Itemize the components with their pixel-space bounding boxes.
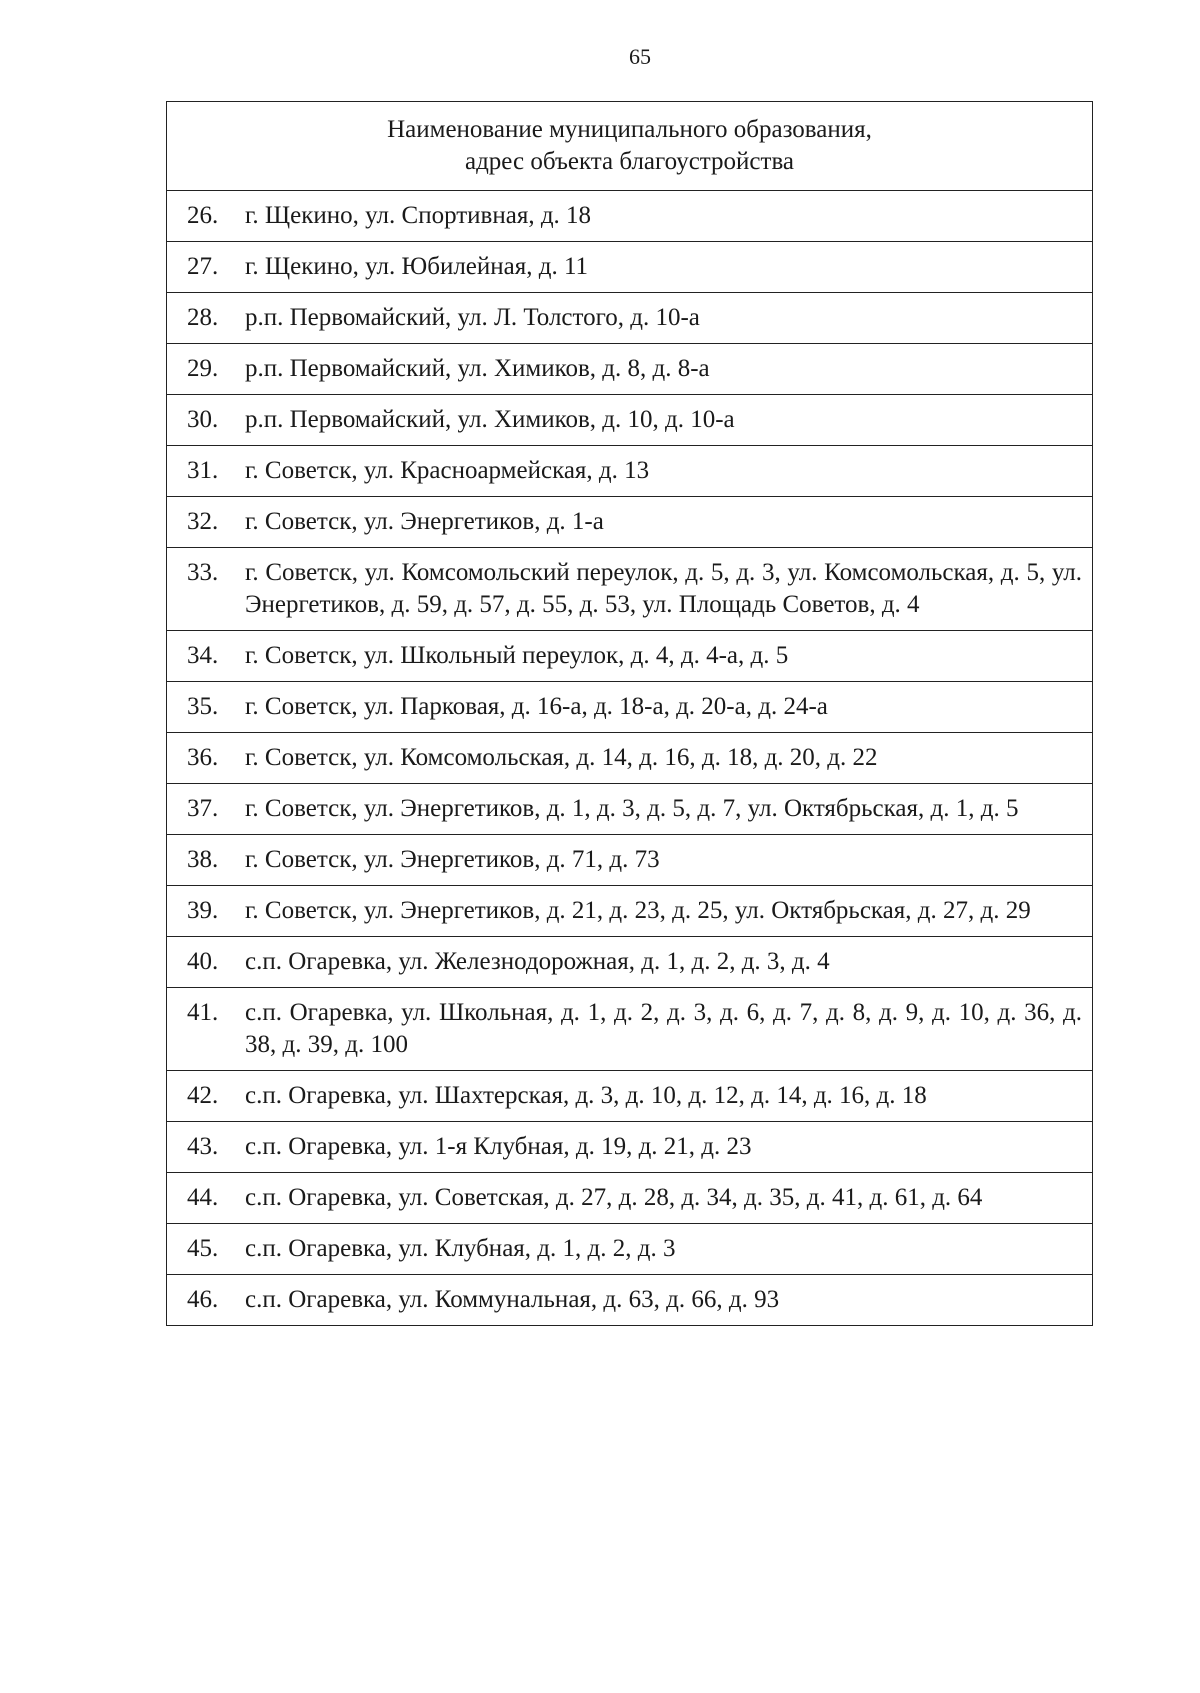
row-number: 46. xyxy=(187,1286,219,1313)
row-address: р.п. Первомайский, ул. Л. Толстого, д. 10-а xyxy=(245,304,700,331)
table-row-cell xyxy=(167,1122,1093,1173)
row-address: г. Советск, ул. Комсомольский переулок, д. 5, д. 3, ул. Комсомольская, д. 5, ул. Энергетиков, д. 59, д. 57, д. 55, д. 53, ул. Площадь Советов, д. 4 xyxy=(245,559,1082,618)
row-address: с.п. Огаревка, ул. 1-я Клубная, д. 19, д. 21, д. 23 xyxy=(245,1133,752,1160)
row-number: 42. xyxy=(187,1082,219,1109)
row-address: с.п. Огаревка, ул. Клубная, д. 1, д. 2, д. 3 xyxy=(245,1235,676,1262)
table-row xyxy=(167,835,1093,886)
row-address: р.п. Первомайский, ул. Химиков, д. 8, д. 8-а xyxy=(245,355,710,382)
table-row-cell xyxy=(167,784,1093,835)
table-row xyxy=(167,344,1093,395)
table-row-cell xyxy=(167,1275,1093,1326)
table-row-cell xyxy=(167,395,1093,446)
row-address: р.п. Первомайский, ул. Химиков, д. 10, д. 10-а xyxy=(245,406,735,433)
table-row-cell xyxy=(167,937,1093,988)
table-header-row xyxy=(167,102,1093,191)
row-address: г. Советск, ул. Энергетиков, д. 71, д. 73 xyxy=(245,846,660,873)
table-row-cell xyxy=(167,497,1093,548)
row-number: 45. xyxy=(187,1235,219,1262)
row-address: г. Советск, ул. Энергетиков, д. 1-а xyxy=(245,508,604,535)
table-row-cell xyxy=(167,886,1093,937)
row-address: г. Советск, ул. Комсомольская, д. 14, д. 16, д. 18, д. 20, д. 22 xyxy=(245,744,878,771)
table-row-cell xyxy=(167,631,1093,682)
row-number: 30. xyxy=(187,406,219,433)
row-number: 33. xyxy=(187,559,219,586)
table-row xyxy=(167,1275,1093,1326)
table-row xyxy=(167,784,1093,835)
table-row xyxy=(167,682,1093,733)
table-row-cell xyxy=(167,446,1093,497)
table-row-cell xyxy=(167,548,1093,631)
table-row xyxy=(167,1071,1093,1122)
row-number: 32. xyxy=(187,508,219,535)
table-row-cell xyxy=(167,988,1093,1071)
row-number: 28. xyxy=(187,304,219,331)
row-number: 35. xyxy=(187,693,219,720)
table-row xyxy=(167,631,1093,682)
row-address: г. Советск, ул. Красноармейская, д. 13 xyxy=(245,457,650,484)
table-row xyxy=(167,733,1093,784)
row-address: г. Советск, ул. Школьный переулок, д. 4, д. 4-а, д. 5 xyxy=(245,642,789,669)
table-row xyxy=(167,395,1093,446)
address-table xyxy=(166,101,1093,1326)
row-number: 39. xyxy=(187,897,219,924)
table-row xyxy=(167,1224,1093,1275)
row-address: г. Советск, ул. Парковая, д. 16-а, д. 18-а, д. 20-а, д. 24-а xyxy=(245,693,828,720)
row-address: с.п. Огаревка, ул. Школьная, д. 1, д. 2, д. 3, д. 6, д. 7, д. 8, д. 9, д. 10, д. 36, д. 38, д. 39, д. 100 xyxy=(245,999,1082,1058)
table-row-cell xyxy=(167,733,1093,784)
table-row-cell xyxy=(167,1224,1093,1275)
page-number: 65 xyxy=(629,44,651,69)
row-address: с.п. Огаревка, ул. Железнодорожная, д. 1, д. 2, д. 3, д. 4 xyxy=(245,948,830,975)
row-address: с.п. Огаревка, ул. Коммунальная, д. 63, д. 66, д. 93 xyxy=(245,1286,780,1313)
table-row-cell xyxy=(167,293,1093,344)
row-number: 36. xyxy=(187,744,219,771)
row-number: 34. xyxy=(187,642,219,669)
row-address: г. Советск, ул. Энергетиков, д. 1, д. 3, д. 5, д. 7, ул. Октябрьская, д. 1, д. 5 xyxy=(245,795,1019,822)
table-row xyxy=(167,446,1093,497)
table-row-cell xyxy=(167,682,1093,733)
row-address: с.п. Огаревка, ул. Шахтерская, д. 3, д. 10, д. 12, д. 14, д. 16, д. 18 xyxy=(245,1082,927,1109)
table-row-cell xyxy=(167,1173,1093,1224)
table-row xyxy=(167,548,1093,631)
table-row xyxy=(167,242,1093,293)
row-address: г. Щекино, ул. Спортивная, д. 18 xyxy=(245,202,592,229)
table-row xyxy=(167,191,1093,242)
table-row xyxy=(167,937,1093,988)
table-row-cell xyxy=(167,835,1093,886)
table-row xyxy=(167,1173,1093,1224)
row-address: г. Советск, ул. Энергетиков, д. 21, д. 23, д. 25, ул. Октябрьская, д. 27, д. 29 xyxy=(245,897,1031,924)
table-row-cell xyxy=(167,1071,1093,1122)
row-number: 44. xyxy=(187,1184,219,1211)
row-number: 26. xyxy=(187,202,219,229)
row-address: г. Щекино, ул. Юбилейная, д. 11 xyxy=(245,253,589,280)
row-number: 29. xyxy=(187,355,219,382)
table-row-cell xyxy=(167,191,1093,242)
row-number: 27. xyxy=(187,253,219,280)
row-number: 43. xyxy=(187,1133,219,1160)
table-row xyxy=(167,293,1093,344)
table-row-cell xyxy=(167,344,1093,395)
row-number: 37. xyxy=(187,795,219,822)
row-number: 40. xyxy=(187,948,219,975)
row-address: с.п. Огаревка, ул. Советская, д. 27, д. 28, д. 34, д. 35, д. 41, д. 61, д. 64 xyxy=(245,1184,983,1211)
table-row xyxy=(167,1122,1093,1173)
table-row xyxy=(167,988,1093,1071)
row-number: 38. xyxy=(187,846,219,873)
table-row xyxy=(167,886,1093,937)
row-number: 31. xyxy=(187,457,219,484)
header-line-2: адрес объекта благоустройства xyxy=(464,148,795,175)
table-row-cell xyxy=(167,242,1093,293)
table-row xyxy=(167,497,1093,548)
table-header xyxy=(167,102,1093,191)
header-line-1: Наименование муниципального образования, xyxy=(387,116,872,143)
row-number: 41. xyxy=(187,999,219,1026)
